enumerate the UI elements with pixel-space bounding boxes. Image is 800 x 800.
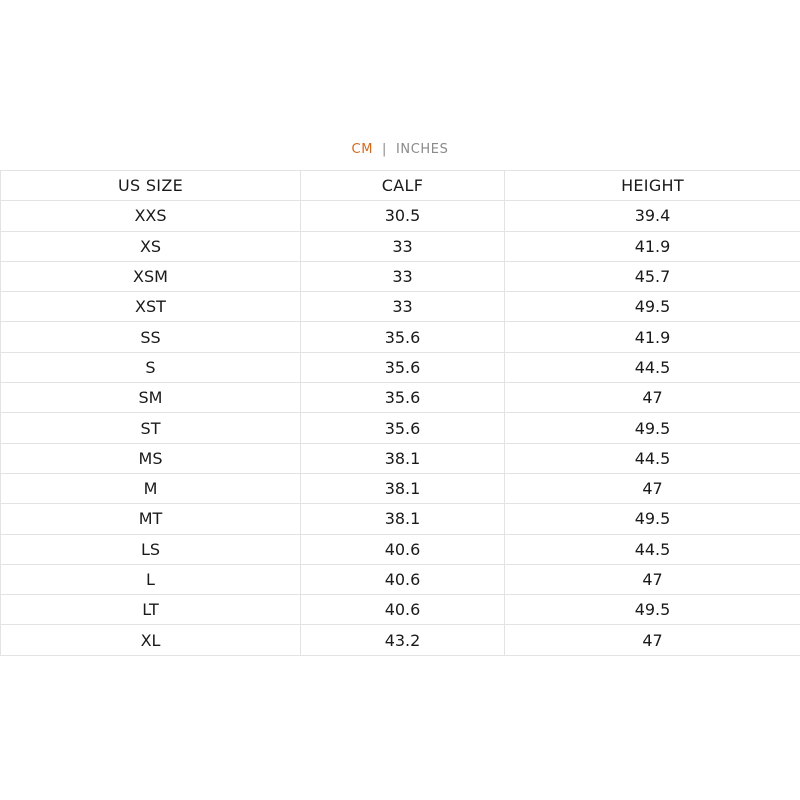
cell-height: 44.5 <box>505 534 800 564</box>
cell-calf: 35.6 <box>301 322 505 352</box>
cell-calf: 38.1 <box>301 443 505 473</box>
cell-height: 49.5 <box>505 504 800 534</box>
cell-height: 41.9 <box>505 231 800 261</box>
cell-calf: 30.5 <box>301 201 505 231</box>
cell-us-size: XS <box>1 231 301 261</box>
unit-inches-tab[interactable]: INCHES <box>396 142 449 157</box>
cell-us-size: SS <box>1 322 301 352</box>
table-row <box>1 201 800 231</box>
unit-separator: | <box>382 142 387 157</box>
column-header-calf: CALF <box>301 171 505 201</box>
cell-calf: 40.6 <box>301 534 505 564</box>
cell-height: 49.5 <box>505 595 800 625</box>
table-row <box>1 261 800 291</box>
table-row <box>1 352 800 382</box>
cell-us-size: ST <box>1 413 301 443</box>
cell-height: 49.5 <box>505 292 800 322</box>
cell-height: 39.4 <box>505 201 800 231</box>
table-row <box>1 292 800 322</box>
cell-us-size: XSM <box>1 261 301 291</box>
cell-calf: 35.6 <box>301 413 505 443</box>
cell-calf: 35.6 <box>301 383 505 413</box>
table-row <box>1 473 800 503</box>
cell-us-size: L <box>1 564 301 594</box>
cell-height: 47 <box>505 564 800 594</box>
cell-us-size: LS <box>1 534 301 564</box>
table-row <box>1 534 800 564</box>
cell-height: 47 <box>505 625 800 655</box>
cell-height: 41.9 <box>505 322 800 352</box>
cell-calf: 40.6 <box>301 595 505 625</box>
table-row <box>1 564 800 594</box>
cell-calf: 43.2 <box>301 625 505 655</box>
table-row <box>1 504 800 534</box>
cell-height: 44.5 <box>505 352 800 382</box>
cell-calf: 38.1 <box>301 473 505 503</box>
table-row <box>1 625 800 655</box>
cell-calf: 33 <box>301 231 505 261</box>
cell-height: 49.5 <box>505 413 800 443</box>
cell-us-size: XST <box>1 292 301 322</box>
cell-height: 45.7 <box>505 261 800 291</box>
cell-us-size: XL <box>1 625 301 655</box>
cell-calf: 40.6 <box>301 564 505 594</box>
table-row <box>1 595 800 625</box>
unit-toggle <box>0 141 800 159</box>
cell-calf: 38.1 <box>301 504 505 534</box>
cell-calf: 35.6 <box>301 352 505 382</box>
table-header-row <box>1 171 800 201</box>
cell-height: 44.5 <box>505 443 800 473</box>
cell-us-size: MS <box>1 443 301 473</box>
column-header-us-size: US SIZE <box>1 171 301 201</box>
table-body <box>1 201 800 655</box>
cell-us-size: M <box>1 473 301 503</box>
cell-us-size: SM <box>1 383 301 413</box>
table-row <box>1 322 800 352</box>
size-table <box>0 170 800 656</box>
cell-calf: 33 <box>301 261 505 291</box>
cell-us-size: XXS <box>1 201 301 231</box>
cell-height: 47 <box>505 473 800 503</box>
cell-us-size: MT <box>1 504 301 534</box>
table-row <box>1 413 800 443</box>
cell-us-size: S <box>1 352 301 382</box>
table-row <box>1 231 800 261</box>
table-row <box>1 443 800 473</box>
cell-height: 47 <box>505 383 800 413</box>
column-header-height: HEIGHT <box>505 171 800 201</box>
cell-calf: 33 <box>301 292 505 322</box>
table-row <box>1 383 800 413</box>
cell-us-size: LT <box>1 595 301 625</box>
unit-cm-tab[interactable]: CM <box>351 142 374 157</box>
